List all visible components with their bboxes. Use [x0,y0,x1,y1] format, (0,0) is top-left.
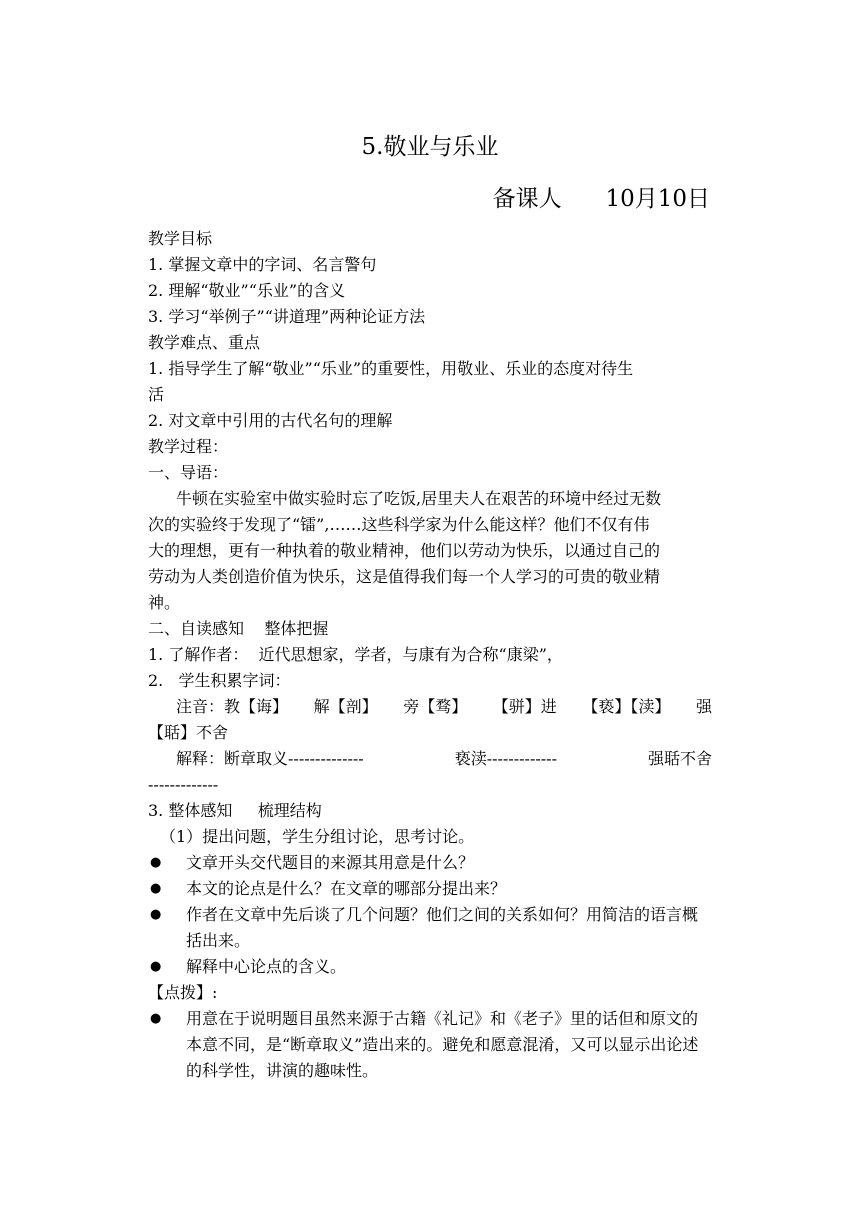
goal-item: 1. 掌握文章中的字词、名言警句 [148,255,377,274]
pronunciation-term: 【亵】【渎】 [582,697,671,716]
bullet-icon: ● [150,907,162,922]
discussion-intro: （1）提出问题，学生分组讨论，思考讨论。 [160,827,475,846]
explanation-term: 强聒不舍 [647,749,712,768]
goal-item: 3. 学习“举例子”“讲道理”两种论证方法 [148,307,426,326]
tip-item [148,1006,712,1084]
bullet-icon: ● [150,1011,162,1026]
bullet-icon: ● [150,959,162,974]
explanation-term: 亵渎------------- [454,749,557,768]
intro-paragraph-line: 神。 [148,593,181,612]
goal-item: 2. 理解“敬业”“乐业”的含义 [148,281,346,300]
intro-paragraph-line: 牛顿在实验室中做实验时忘了吃饭,居里夫人在艰苦的环境中经过无数 [176,489,662,508]
pronunciation-line-continued: 【聒】不舍 [148,723,229,742]
difficulty-item-continued: 活 [148,385,165,404]
pronunciation-term: 解【剖】 [313,697,378,716]
question-item [148,850,712,876]
question-text: 文章开头交代题目的来源其用意是什么？ [186,853,475,872]
explanation-line-continued: ------------- [148,775,219,794]
process-heading: 教学过程： [148,437,229,456]
difficulty-item: 1. 指导学生了解“敬业”“乐业”的重要性，用敬业、乐业的态度对待生 [148,359,634,378]
bullet-icon: ● [150,855,162,870]
intro-heading: 一、导语： [148,463,229,482]
words-item: 2. 学生积累字词： [148,671,291,690]
question-item [148,876,712,902]
question-text: 本文的论点是什么？在文章的哪部分提出来？ [186,879,507,898]
section2-heading: 二、自读感知 整体把握 [148,619,329,638]
tips-heading: 【点拨】: [148,983,218,1002]
question-item [148,954,712,980]
structure-item: 3. 整体感知 梳理结构 [148,801,322,820]
intro-paragraph-line: 次的实验终于发现了“镭”,……这些科学家为什么能这样？他们不仅有伟 [148,515,650,534]
explanation-term: 解释：断章取义-------------- [176,749,364,768]
pronunciation-term: 注音：教【诲】 [176,697,289,716]
author-date-line: 备课人 10月10日 [492,186,710,212]
goals-heading: 教学目标 [148,229,213,248]
question-text: 解释中心论点的含义。 [186,957,347,976]
intro-paragraph-line: 大的理想，更有一种执着的敬业精神，他们以劳动为快乐，以通过自己的 [148,541,661,560]
pronunciation-term: 【骈】进 [492,697,557,716]
tip-text: 用意在于说明题目虽然来源于古籍《礼记》和《老子》里的话但和原文的本意不同，是“断章取义”造出来的。避免和愿意混淆，又可以显示出论述的科学性，讲演的趣味性。 [186,1009,699,1080]
intro-paragraph-line: 劳动为人类创造价值为快乐，这是值得我们每一个人学习的可贵的敬业精 [148,567,661,586]
question-text: 作者在文章中先后谈了几个问题？他们之间的关系如何？用简洁的语言概括出来。 [186,905,699,950]
bullet-icon: ● [150,881,162,896]
author-item: 1. 了解作者： 近代思想家，学者，与康有为合称“康梁”， [148,645,563,664]
question-item [148,902,712,954]
pronunciation-line [148,694,712,720]
explanation-line [148,746,712,772]
pronunciation-term: 强 [695,697,712,716]
difficulty-item: 2. 对文章中引用的古代名句的理解 [148,411,393,430]
difficulty-heading: 教学难点、重点 [148,333,261,352]
document-body [148,226,712,1084]
pronunciation-term: 旁【骛】 [403,697,468,716]
document-title: 5.敬业与乐业 [361,134,499,160]
